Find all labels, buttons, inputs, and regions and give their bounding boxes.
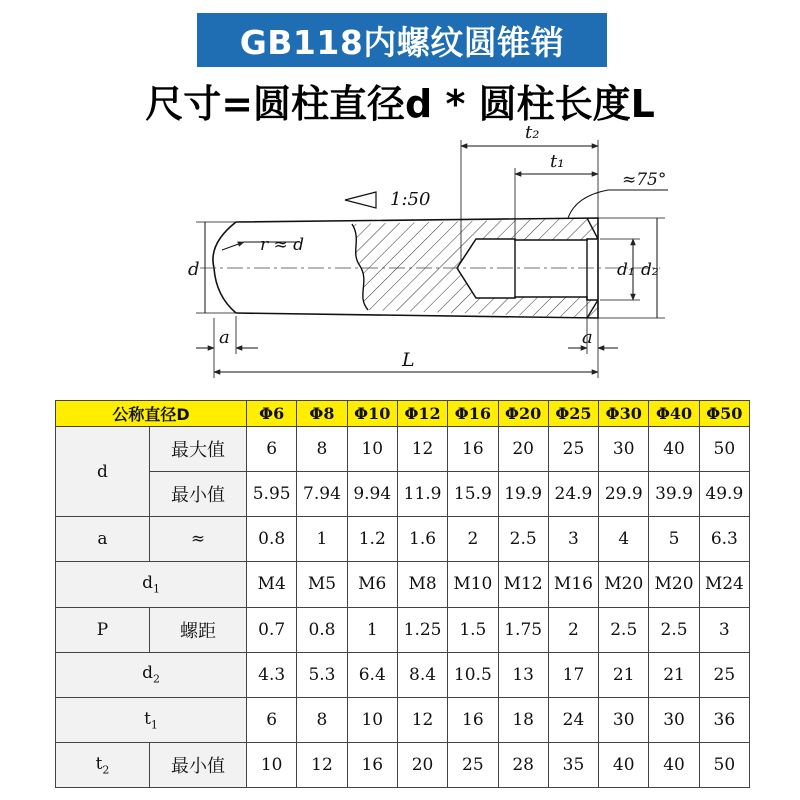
table-cell: M5: [297, 562, 347, 607]
table-cell: 25: [699, 652, 749, 697]
row-sublabel: ≈: [150, 517, 247, 562]
table-cell: 30: [649, 697, 699, 742]
table-cell: 39.9: [649, 472, 699, 517]
rounded-end: [213, 222, 236, 313]
table-cell: 24: [548, 697, 598, 742]
table-row: [56, 697, 750, 742]
table-cell: 1.6: [397, 517, 447, 562]
table-cell: M16: [548, 562, 598, 607]
size-header: Φ50: [699, 401, 749, 427]
table-cell: M4: [247, 562, 297, 607]
table-cell: 4: [599, 517, 649, 562]
table-row: [56, 742, 750, 787]
page-title: GB118内螺纹圆锥销: [239, 22, 565, 62]
table-cell: 25: [448, 742, 498, 787]
row-label-t2: $t_2$: [56, 742, 150, 787]
table-cell: 2.5: [498, 517, 548, 562]
table-cell: 25: [548, 427, 598, 472]
table-cell: 12: [397, 697, 447, 742]
table-cell: 9.94: [347, 472, 397, 517]
header-label: 公称直径D: [56, 401, 247, 427]
table-cell: 30: [599, 427, 649, 472]
table-row: [56, 652, 750, 697]
row-sublabel: 最小值: [150, 472, 247, 517]
table-cell: 6: [247, 697, 297, 742]
table-cell: M20: [599, 562, 649, 607]
table-cell: 18: [498, 697, 548, 742]
table-cell: 1.2: [347, 517, 397, 562]
table-cell: 20: [397, 742, 447, 787]
d1-label: d₁: [617, 260, 635, 280]
table-cell: 1.75: [498, 607, 548, 652]
table-cell: 8: [297, 697, 347, 742]
table-cell: 6.4: [347, 652, 397, 697]
t1-label: t₁: [550, 151, 565, 172]
taper-symbol-icon: [345, 192, 376, 208]
table-cell: M12: [498, 562, 548, 607]
t2-label: t₂: [525, 122, 540, 143]
row-sublabel: 最大值: [150, 427, 247, 472]
table-cell: 10: [347, 427, 397, 472]
table-cell: 10: [247, 742, 297, 787]
size-header: Φ16: [448, 401, 498, 427]
table-cell: M20: [649, 562, 699, 607]
table-cell: 5.3: [297, 652, 347, 697]
a-left-label: a: [219, 327, 230, 348]
table-cell: 1.5: [448, 607, 498, 652]
title-banner: [197, 13, 607, 67]
row-label-d: d: [56, 427, 150, 517]
dimension-formula: 尺寸=圆柱直径d * 圆柱长度L: [145, 82, 655, 126]
table-cell: M6: [347, 562, 397, 607]
table-cell: 29.9: [599, 472, 649, 517]
header-row: [56, 401, 750, 427]
table-cell: 1: [297, 517, 347, 562]
pin-drawing-svg: [0, 110, 800, 395]
table-cell: 24.9: [548, 472, 598, 517]
technical-drawing: [0, 110, 800, 395]
table-cell: 35: [548, 742, 598, 787]
row-sublabel: 螺距: [150, 607, 247, 652]
table-cell: 19.9: [498, 472, 548, 517]
size-header: Φ12: [397, 401, 447, 427]
table-cell: 10.5: [448, 652, 498, 697]
table-cell: 10: [347, 697, 397, 742]
table-row: [56, 562, 750, 607]
table-cell: 3: [699, 607, 749, 652]
table-cell: 40: [649, 742, 699, 787]
radius-label: r ≈ d: [260, 235, 305, 255]
table-cell: 40: [649, 427, 699, 472]
a-right-label: a: [582, 327, 593, 348]
table-cell: 8.4: [397, 652, 447, 697]
table-cell: 16: [347, 742, 397, 787]
taper-label: 1:50: [390, 189, 431, 210]
table-cell: 6.3: [699, 517, 749, 562]
table-cell: 12: [297, 742, 347, 787]
table-cell: 6: [247, 427, 297, 472]
table-row: [56, 607, 750, 652]
table-cell: 21: [649, 652, 699, 697]
row-label-a: a: [56, 517, 150, 562]
size-header: Φ25: [548, 401, 598, 427]
table-cell: 0.8: [297, 607, 347, 652]
table-cell: 2.5: [599, 607, 649, 652]
size-header: Φ30: [599, 401, 649, 427]
internal-hole: [457, 239, 598, 300]
table-cell: 40: [599, 742, 649, 787]
row-label-t1: $t_1$: [56, 697, 247, 742]
table-cell: 21: [599, 652, 649, 697]
table-row: [56, 427, 750, 472]
table-cell: 13: [498, 652, 548, 697]
table-cell: 28: [498, 742, 548, 787]
table-cell: 17: [548, 652, 598, 697]
table-cell: 11.9: [397, 472, 447, 517]
d2-label: d₂: [641, 260, 659, 280]
table-cell: 7.94: [297, 472, 347, 517]
table-cell: 50: [699, 427, 749, 472]
row-label-d1: $d_1$: [56, 562, 247, 607]
table-cell: 1.25: [397, 607, 447, 652]
table-cell: 30: [599, 697, 649, 742]
table-cell: 1: [347, 607, 397, 652]
table-cell: 16: [448, 427, 498, 472]
table-cell: 5.95: [247, 472, 297, 517]
table-row: [56, 472, 750, 517]
table-cell: 49.9: [699, 472, 749, 517]
table-cell: 36: [699, 697, 749, 742]
table-cell: 2.5: [649, 607, 699, 652]
d-label: d: [188, 259, 200, 280]
length-label: L: [402, 349, 415, 371]
table-cell: 15.9: [448, 472, 498, 517]
size-header: Φ8: [297, 401, 347, 427]
table-cell: 8: [297, 427, 347, 472]
table-cell: 20: [498, 427, 548, 472]
size-header: Φ6: [247, 401, 297, 427]
table-cell: 2: [548, 607, 598, 652]
table-row: [56, 517, 750, 562]
row-sublabel: 最小值: [150, 742, 247, 787]
table-cell: 4.3: [247, 652, 297, 697]
table-cell: 0.8: [247, 517, 297, 562]
size-header: Φ20: [498, 401, 548, 427]
spec-table: [55, 400, 750, 788]
size-header: Φ40: [649, 401, 699, 427]
table-cell: 50: [699, 742, 749, 787]
row-label-p: P: [56, 607, 150, 652]
angle-label: ≈75°: [622, 170, 667, 190]
table-cell: 12: [397, 427, 447, 472]
row-label-d2: $d_2$: [56, 652, 247, 697]
size-header: Φ10: [347, 401, 397, 427]
table-cell: 3: [548, 517, 598, 562]
table-cell: 0.7: [247, 607, 297, 652]
table-cell: 16: [448, 697, 498, 742]
table-cell: M24: [699, 562, 749, 607]
table-cell: M10: [448, 562, 498, 607]
table-cell: 2: [448, 517, 498, 562]
table-cell: M8: [397, 562, 447, 607]
table-cell: 5: [649, 517, 699, 562]
